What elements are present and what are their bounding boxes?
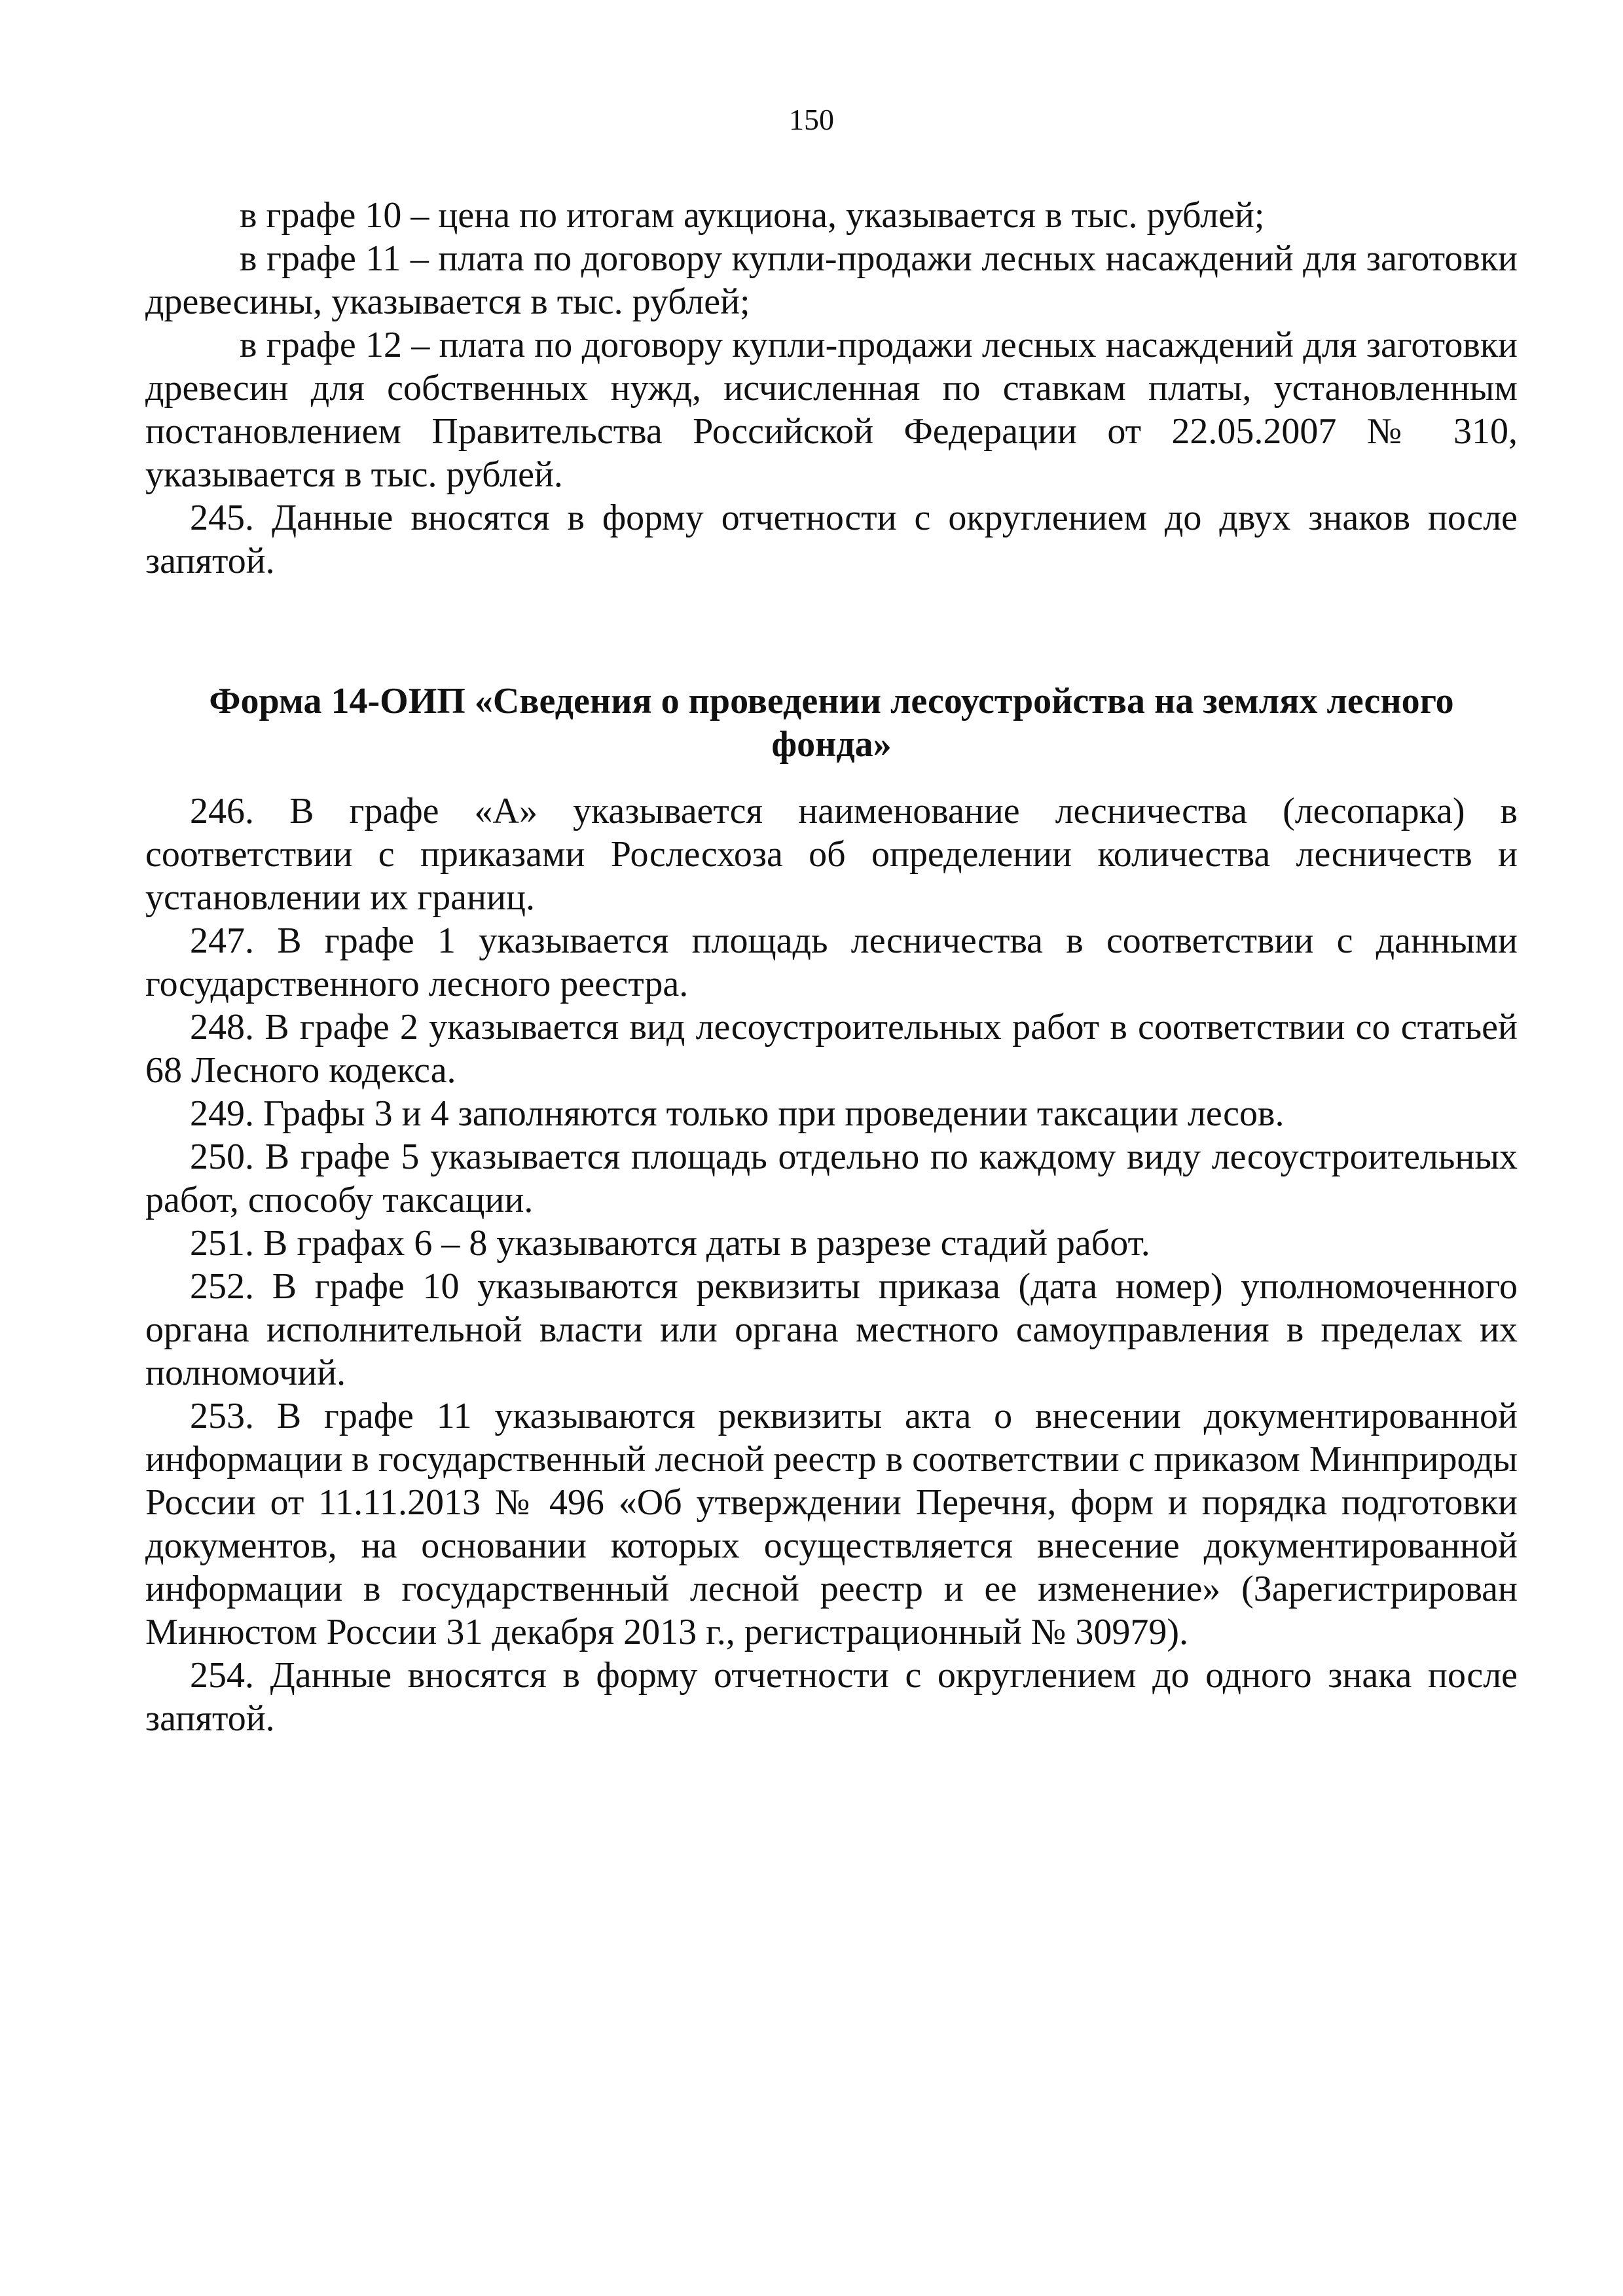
paragraph-246: 246. В графе «А» указывается наименование лесничества (лесопарка) в соответствии с приказами Рослесхоза об определении количества лесничеств и установлении их границ. [145,791,1518,918]
numbered-items [145,790,1518,1740]
top-section [145,194,1518,583]
paragraph-247: 247. В графе 1 указывается площадь лесничества в соответствии с данными государственного лесного реестра. [145,920,1518,1004]
paragraph-graph-12: в графе 12 – плата по договору купли-продажи лесных насаждений для заготовки древесин для собственных нужд, исчисленная по ставкам платы, установленным постановлением Правительства Российской Федерации от 22.05.2007 № 310, указывается в тыс. рублей. [145,325,1518,495]
paragraph-253: 253. В графе 11 указываются реквизиты акта о внесении документированной информации в государственный лесной реестр в соответствии с приказом Минприроды России от 11.11.2013 № 496 «Об утверждении Перечня, форм и порядка подготовки документов, на основании которых осуществляется внесение документированной информации в государственный лесной реестр и ее изменение» (Зарегистрирован Минюстом России 31 декабря 2013 г., регистрационный № 30979). [145,1396,1518,1652]
paragraph-252: 252. В графе 10 указываются реквизиты приказа (дата номер) уполномоченного органа исполнительной власти или органа местного самоуправления в пределах их полномочий. [145,1266,1518,1393]
paragraph-245: 245. Данные вносятся в форму отчетности с округлением до двух знаков после запятой. [145,498,1518,581]
paragraph-249: 249. Графы 3 и 4 заполняются только при проведении таксации лесов. [190,1093,1285,1134]
paragraph-graph-11: в графе 11 – плата по договору купли-продажи лесных насаждений для заготовки древесины, указывается в тыс. рублей; [145,238,1518,322]
paragraph-250: 250. В графе 5 указывается площадь отдельно по каждому виду лесоустроительных работ, способу таксации. [145,1137,1518,1220]
paragraph-254: 254. Данные вносятся в форму отчетности с округлением до одного знака после запятой. [145,1655,1518,1739]
paragraph-graph-10: в графе 10 – цена по итогам аукциона, указывается в тыс. рублей; [240,195,1265,236]
paragraph-248: 248. В графе 2 указывается вид лесоустроительных работ в соответствии со статьей 68 Лесного кодекса. [145,1007,1518,1091]
paragraph-251: 251. В графах 6 – 8 указываются даты в разрезе стадий работ. [190,1223,1150,1264]
page-number: 150 [789,103,834,136]
section-heading: Форма 14-ОИП «Сведения о проведении лесоустройства на землях лесного фонда» [209,681,1454,765]
